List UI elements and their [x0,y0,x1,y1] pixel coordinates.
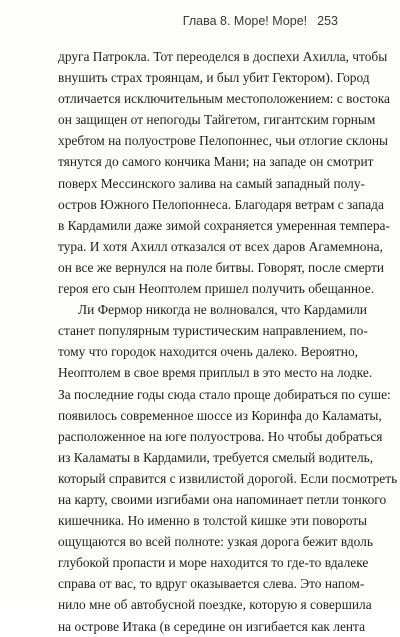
text-line: остров Южного Пелопоннеса. Благодаря ветрам с запада [58,196,384,212]
text-line: нило мне об автобусной поездке, которую я совершила [58,597,372,613]
text-line: на карту, своими изгибами она напоминает петли тонкого [58,491,387,507]
text-line: появилось современное шоссе из Коринфа до Каламаты, [58,407,382,423]
text-line: расположенное на юге полуострова. Но чтобы добраться [58,428,383,444]
body-text [58,46,398,637]
text-line: тому что городок находится очень далеко. Вероятно, [58,344,358,360]
text-line: тянутся до самого кончика Мани; на западе он смотрит [58,154,374,170]
text-line: он защищен от непогоды Тайгетом, гигантским горным [58,112,376,128]
text-line: поверх Мессинского залива на самый западный полу- [58,175,365,191]
text-line: Неоптолем в свое время приплыл в это место на лодке. [58,365,373,381]
text-line: хребтом на полуострове Пелопоннес, чьи отлогие склоны [58,133,388,149]
text-line: на острове Итака (в середине он изгибается как лента [58,618,366,634]
page-number: 253 [317,14,338,28]
text-line: кишечника. Но именно в толстой кишке эти повороты [58,513,368,529]
text-line: внушить страх троянцам, и был убит Гектором). Город [58,70,370,86]
text-line: глубокой пропасти и море находится то где-то вдалеке [58,555,369,571]
paragraph-2 [58,299,398,637]
text-line: станет популярным туристическим направлением, по- [58,323,368,339]
text-line: отличается исключительным местоположением: с востока [58,91,390,107]
text-line: За последние годы сюда стало проще добираться по суше: [58,386,391,402]
text-line: из Каламаты в Кардамили, требуется смелый водитель, [58,449,374,465]
chapter-title: Глава 8. Море! Море! [182,14,308,28]
text-line: друга Патрокла. Тот переоделся в доспехи Ахилла, чтобы [58,49,388,64]
text-line: который справится с извилистой дорогой. Если посмотреть [58,470,398,486]
text-line: он все же вернулся на поле битвы. Говорят, после смерти [58,259,385,275]
running-head [183,14,338,28]
text-line: тура. И хотя Ахилл отказался от всех даров Агамемнона, [58,238,383,254]
text-line: героя его сын Неоптолем пришел получить обещанное. [58,281,375,297]
text-line: Ли Фермор никогда не волновался, что Кардамили [78,302,367,318]
text-line: ощущаются во всей полноте: узкая дорога бежит вдоль [58,534,373,550]
paragraph-1 [58,46,390,299]
text-line: в Кардамили даже зимой сохраняется умеренная темпера- [58,217,390,233]
text-line: справа от вас, то вдруг оказывается слева. Это напом- [58,576,365,592]
